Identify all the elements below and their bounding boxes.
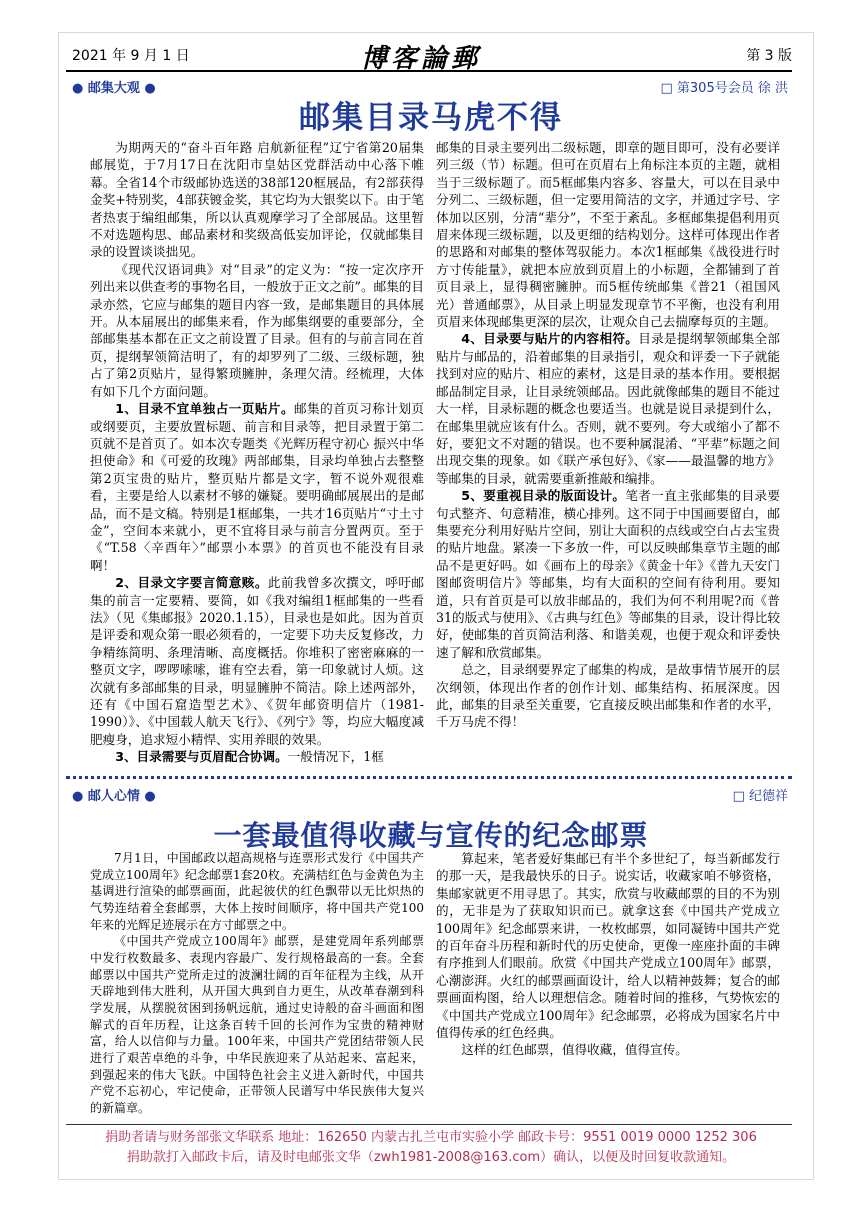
paragraph: 《现代汉语词典》对“目录”的定义为：“按一定次序开列出来以供查考的事物名目，一般放于正文之前”。邮集的目录亦然，它应与邮集的题目内容一致，是邮集题目的具体展开。从本届展出的邮集来看，作为邮集纲要的重要部分，全部邮集基本都在正文之前设置了目录。但有的与前言同在首页，提纲挈领简洁明了，有的却罗列了二级、三级标题，独占了第2页贴片，显得繁琐臃肿，条理欠清。经梳理，大体有如下几个方面问题。 bbox=[90, 261, 424, 399]
paragraph: 5、要重视目录的版面设计。笔者一直主张邮集的目录要句式整齐、句意精准，横心排列。这不同于中国画要留白，邮集要充分利用好贴片空间，别让大面积的点线或空白占去宝贵的贴片地盘。紧凑一下多放一件，可以反映邮集章节主题的邮品不是更好吗。如《画布上的母亲》《黄金十年》《普九天安门图邮资明信片》等邮集，均有大面积的空间有待利用。要知道，只有首页是可以放非邮品的，我们为何不利用呢?而《普31的版式与使用》、《古典与红色》等邮集的目录，设计得比较好，使邮集的首页简洁利落、和谐美观，也便于观众和评委快速了解和欣赏邮集。 bbox=[436, 488, 781, 660]
page-header bbox=[66, 38, 796, 74]
article-1-column-left bbox=[90, 139, 424, 771]
subheading: 1、目录不宜单独占一页贴片。 bbox=[115, 401, 294, 417]
paragraph: 这样的红色邮票，值得收藏，值得宣传。 bbox=[461, 1042, 688, 1058]
paragraph bbox=[90, 748, 424, 765]
footer-line: 捐助者请与财务部张文华联系 地址：162650 内蒙古扎兰屯市实验小学 邮政卡号：9551 0019 0000 1252 306 bbox=[105, 1130, 757, 1145]
paragraph: 为期两天的“奋斗百年路 启航新征程”辽宁省第20届集邮展览，于7月17日在沈阳市皇姑区党群活动中心落下帷幕。全省14个市级邮协选送的38部120框展品，有2部获得金奖+特别奖，4部获镀金奖，其它均为大银奖以下。由于笔者热衷于编组邮集，所以认真观摩学习了全部展品。这里暂不对选题构思、邮品素材和奖级高低妄加评论，仅就邮集目录的设置谈谈拙见。 bbox=[90, 140, 424, 260]
article-title: 一套最值得收藏与宣传的纪念邮票 bbox=[213, 819, 649, 852]
paragraph: 《中国共产党成立100周年》邮票，是建党周年系列邮票中发行枚数最多、表现内容最广、发行规格最高的一套。全套邮票以中国共产党所走过的波澜壮阔的百年征程为主线，从开天辟地到伟大胜利，从开国大典到自力更生，从改革春潮到科学发展，从摆脱贫困到扬帆远航，通过史诗般的奋斗画面和图解式的百年历程，让这条百转千回的长河作为宝贵的精神财富，给人以信仰与力量。100年来，中国共产党团结带领人民进行了艰苦卓绝的斗争，中华民族迎来了从站起来、富起来，到强起来的伟大飞跃。中国特色社会主义进入新时代，中国共产党不忘初心，牢记使命，正带领人民谱写中华民族伟大复兴的新篇章。 bbox=[90, 934, 424, 1115]
article-author: □ 第305号会员 徐 洪 bbox=[660, 81, 788, 96]
masthead-title: 博客論郵 bbox=[361, 44, 482, 74]
subheading: 3、目录需要与页眉配合协调。 bbox=[115, 749, 288, 765]
subheading: 5、要重视目录的版面设计。 bbox=[461, 488, 626, 504]
section-divider bbox=[66, 776, 792, 779]
footer-rule bbox=[66, 1124, 792, 1125]
article-2-column-right bbox=[436, 850, 780, 1118]
issue-date: 2021 年 9 月 1 日 bbox=[72, 48, 190, 64]
header-rule bbox=[66, 70, 792, 72]
paragraph: 1、目录不宜单独占一页贴片。邮集的首页习称计划页或纲要页，主要放置标题、前言和目录等，把目录置于第二页就不是首页了。如本次专题类《光辉历程守初心 振兴中华担使命》和《可爱的玫瑰》两部邮集，目录均单独占去整整第2页宝贵的贴片，整页贴片都是文字，暂不说外观很难看，主要是给人以素材不够的嫌疑。要明确邮展展出的是邮品，而不是文稿。特别是1框邮集，一共才16页贴片“寸土寸金”，空间本来就小，更不宜将目录与前言分置两页。至于《“T.58〈辛酉年〉”邮票小本票》的首页也不能没有目录啊！ bbox=[90, 401, 425, 573]
paragraph: 算起来，笔者爱好集邮已有半个多世纪了，每当新邮发行的那一天，是我最快乐的日子。说实话，收藏家咱不够资格，集邮家就更不用寻思了。其实，欣赏与收藏邮票的目的不为别的，无非是为了获取知识而已。就拿这套《中国共产党成立100周年》纪念邮票来讲，一枚枚邮票，如同凝铸中国共产党的百年奋斗历程和新时代的历史使命，更像一座座扑面的丰碑有序推到人们眼前。欣赏《中国共产党成立100周年》邮票，心潮澎湃。火红的邮票画面设计，给人以精神鼓舞；复合的邮票画面构图，给人以理想信念。随着时间的推移，气势恢宏的《中国共产党成立100周年》纪念邮票，必将成为国家名片中值得传承的红色经典。 bbox=[436, 851, 780, 1041]
subheading: 4、目录要与贴片的内容相符。 bbox=[461, 331, 639, 347]
article-1-column-right bbox=[436, 139, 780, 771]
article-title: 邮集目录马虎不得 bbox=[299, 100, 563, 136]
article-2-column-left bbox=[90, 850, 424, 1118]
paragraph-continues: 一般情况下，1框 bbox=[287, 749, 384, 765]
page-number: 第 3 版 bbox=[746, 48, 792, 64]
article-author: □ 纪德祥 bbox=[732, 789, 788, 804]
paragraph-continued: 邮集的目录主要列出二级标题，即章的题目即可，没有必要详列三级（节）标题。但可在页眉右上角标注本页的主题，就相当于三级标题了。而5框邮集内容多、容量大，可以在目录中分列二、三级标题，但一定要用简洁的文字，并通过字号、字体加以区别，分清“辈分”，不至于紊乱。多框邮集提倡利用页眉来体现三级标题，以及更细的结构划分。这样可体现出作者的思路和对邮集的整体驾驭能力。本次1框邮集《战役进行时 方寸传能量》，就把本应放到页眉上的小标题，全都铺到了首页目录上，显得稠密臃肿。而5框传统邮集《普21（祖国风光）普通邮票》，从目录上明显发现章节不平衡，也没有利用页眉来体现邮集更深的层次，让观众自己去揣摩每页的主题。 bbox=[436, 140, 780, 330]
footer-line: 捐助款打入邮政卡后，请及时电邮张文华（zwh1981-2008@163.com）确认，以便及时回复收款通知。 bbox=[126, 1150, 736, 1165]
donation-footer bbox=[66, 1128, 796, 1168]
section-label: ● 邮人心情 ● bbox=[72, 789, 156, 804]
paragraph: 7月1日，中国邮政以超高规格与连票形式发行《中国共产党成立100周年》纪念邮票1套20枚。充满桔红色与金黄色为主基调进行渲染的邮票画面，此起彼伏的红色飘带以无比炽热的气势连结着全套邮票，大体上按时间顺序，将中国共产党100年来的光辉足迹展示在方寸邮票之中。 bbox=[90, 851, 424, 932]
section-bar-2 bbox=[66, 784, 792, 804]
paragraph: 2、目录文字要言简意赅。此前我曾多次撰文，呼吁邮集的前言一定要精、要简，如《我对编组1框邮集的一些看法》（见《集邮报》2020.1.15），目录也是如此。因为首页是评委和观众第一眼必须看的，一定要下功夫反复修改，力争精练简明、条理清晰、高度概括。你堆积了密密麻麻的一整页文字，啰啰嗦嗦，谁有空去看，第一印象就讨人烦。这次就有多部邮集的目录，明显臃肿不简洁。除上述两部外，还有《中国石窟造型艺术》、《贺年邮资明信片（1981-1990）》、《中国载人航天飞行》、《列宁》等，均应大幅度减肥瘦身，追求短小精悍、实用养眼的效果。 bbox=[90, 575, 425, 747]
paragraph: 4、目录要与贴片的内容相符。目录是提纲挈领邮集全部贴片与邮品的，沿着邮集的目录指引，观众和评委一下子就能找到对应的贴片、相应的素材，这是目录的基本作用。要根据邮品制定目录，让目录统领邮品。因此就像邮集的题目不能过大一样，目录标题的概念也要适当。也就是说目录提到什么，在邮集里就应该有什么。否则，就不要列。夸大或缩小了都不好，要犯文不对题的错误。也不要种属混淆、“平辈”标题之间出现交集的现象。如《联产承包好》、《家——最温馨的地方》等邮集的目录，就需要重新推敲和编排。 bbox=[436, 331, 780, 486]
section-label: ● 邮集大观 ● bbox=[72, 81, 156, 96]
paragraph: 总之，目录纲要界定了邮集的构成，是故事情节展开的层次纲领，体现出作者的创作计划、邮集结构、拓展深度。因此，邮集的目录至关重要，它直接反映出邮集和作者的水平，千万马虎不得！ bbox=[436, 662, 780, 730]
subheading: 2、目录文字要言简意赅。 bbox=[115, 575, 268, 591]
